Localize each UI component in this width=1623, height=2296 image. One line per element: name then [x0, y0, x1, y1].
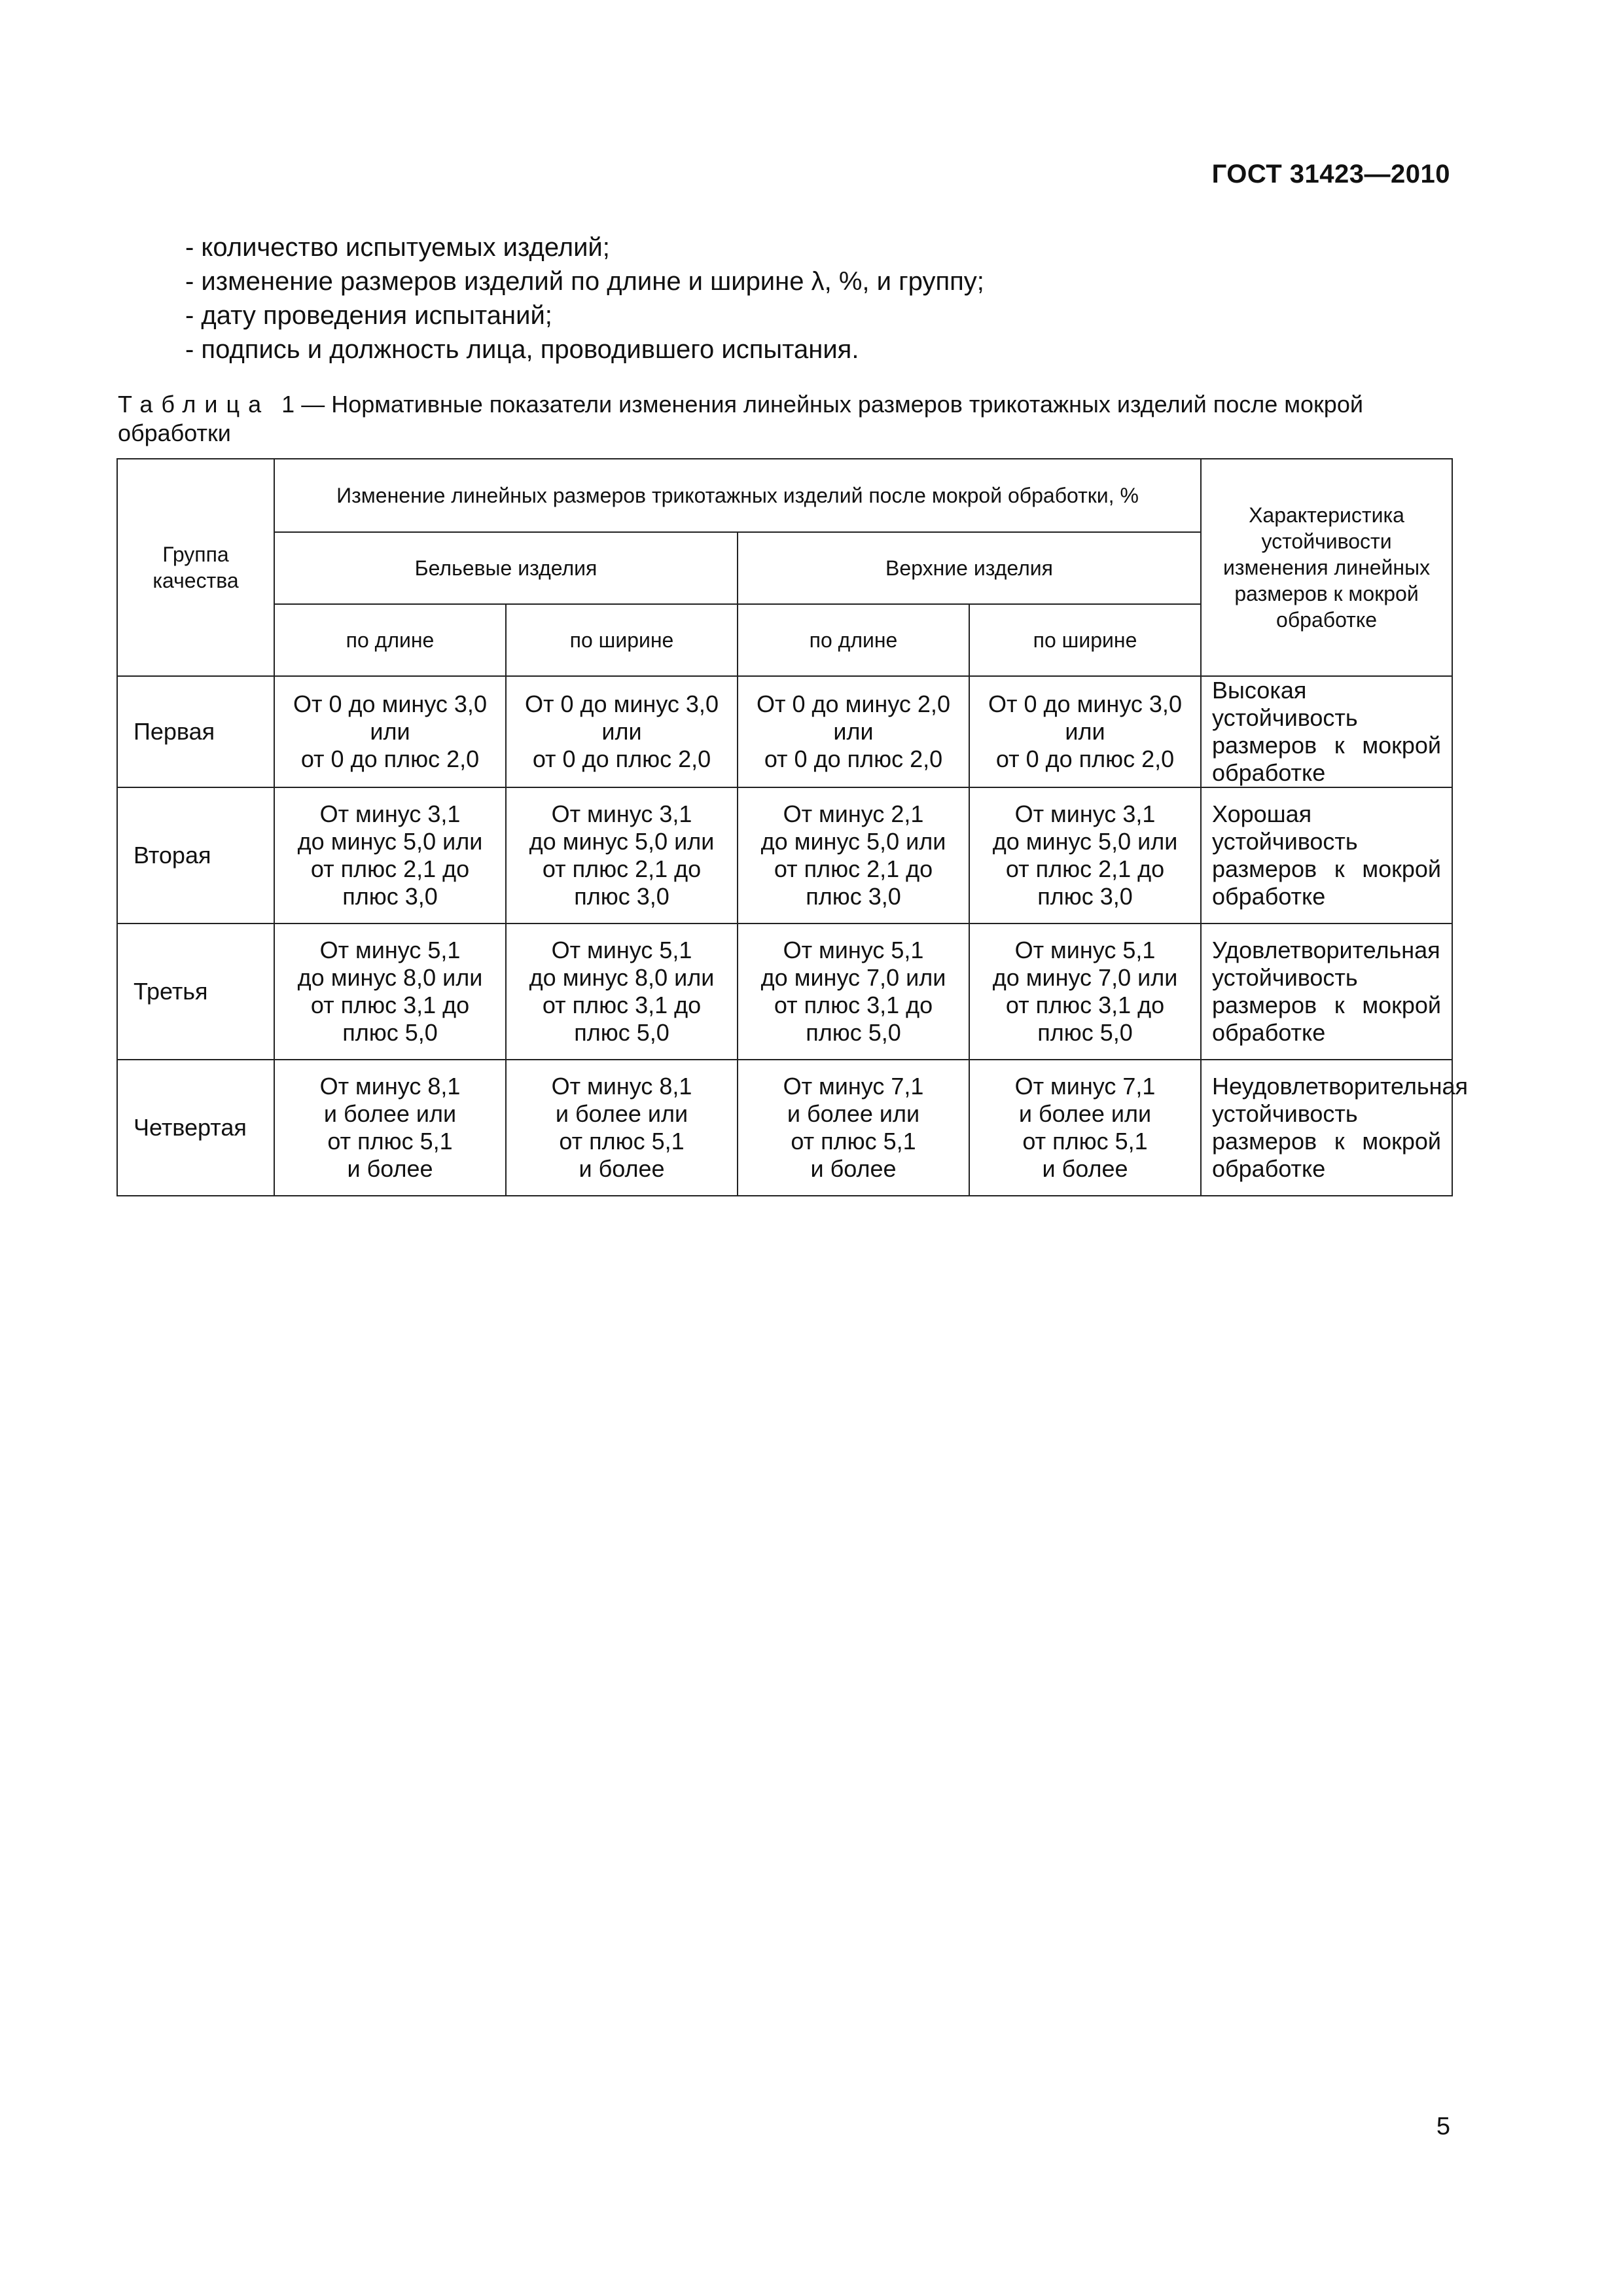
list-item: - подпись и должность лица, проводившего испытания. — [185, 335, 859, 364]
table-row — [117, 676, 1452, 787]
table-row — [117, 1060, 1452, 1196]
row-group-label: Четвертая — [117, 1060, 274, 1196]
table-caption — [118, 390, 1450, 448]
value-cell: От 0 до минус 3,0 или от 0 до плюс 2,0 — [506, 676, 738, 787]
header-group: Группа качества — [117, 459, 274, 676]
row-characteristic: Неудовлетворительная устойчивость размеров к мокрой обработке — [1201, 1060, 1452, 1196]
row-characteristic: Удовлетворительная устойчивость размеров к мокрой обработке — [1201, 924, 1452, 1060]
table-row — [117, 924, 1452, 1060]
table-caption-text: 1 — Нормативные показатели изменения линейных размеров трикотажных изделий после мокрой обработки — [118, 391, 1363, 446]
normative-table — [116, 458, 1469, 1196]
table-caption-lead: Таблица — [118, 391, 270, 418]
header-outerwear: Верхние изделия — [738, 532, 1201, 604]
header-length: по длине — [274, 604, 506, 676]
row-characteristic: Высокая устойчивость размеров к мокрой обработке — [1201, 676, 1452, 787]
header-width: по ширине — [969, 604, 1201, 676]
value-cell: От минус 5,1 до минус 7,0 или от плюс 3,1 до плюс 5,0 — [738, 924, 969, 1060]
value-cell: От 0 до минус 3,0 или от 0 до плюс 2,0 — [969, 676, 1201, 787]
header-width: по ширине — [506, 604, 738, 676]
value-cell: От минус 5,1 до минус 8,0 или от плюс 3,1 до плюс 5,0 — [506, 924, 738, 1060]
value-cell: От 0 до минус 2,0 или от 0 до плюс 2,0 — [738, 676, 969, 787]
row-characteristic: Хорошая устойчивость размеров к мокрой обработке — [1201, 787, 1452, 924]
row-group-label: Вторая — [117, 787, 274, 924]
list-item: - дату проведения испытаний; — [185, 301, 552, 330]
header-change: Изменение линейных размеров трикотажных изделий после мокрой обработки, % — [274, 459, 1201, 532]
value-cell: От минус 8,1 и более или от плюс 5,1 и более — [506, 1060, 738, 1196]
value-cell: От минус 8,1 и более или от плюс 5,1 и более — [274, 1060, 506, 1196]
value-cell: От минус 3,1 до минус 5,0 или от плюс 2,1 до плюс 3,0 — [506, 787, 738, 924]
header-length: по длине — [738, 604, 969, 676]
page-number: 5 — [1436, 2113, 1450, 2140]
value-cell: От минус 5,1 до минус 8,0 или от плюс 3,1 до плюс 5,0 — [274, 924, 506, 1060]
table-row — [117, 787, 1452, 924]
value-cell: От минус 3,1 до минус 5,0 или от плюс 2,1 до плюс 3,0 — [274, 787, 506, 924]
value-cell: От минус 2,1 до минус 5,0 или от плюс 2,1 до плюс 3,0 — [738, 787, 969, 924]
requirements-list — [185, 230, 1461, 367]
value-cell: От минус 5,1 до минус 7,0 или от плюс 3,1 до плюс 5,0 — [969, 924, 1201, 1060]
value-cell: От 0 до минус 3,0 или от 0 до плюс 2,0 — [274, 676, 506, 787]
value-cell: От минус 7,1 и более или от плюс 5,1 и более — [738, 1060, 969, 1196]
value-cell: От минус 3,1 до минус 5,0 или от плюс 2,1 до плюс 3,0 — [969, 787, 1201, 924]
row-group-label: Третья — [117, 924, 274, 1060]
header-characteristic: Характеристика устойчивости изменения линейных размеров к мокрой обработке — [1201, 459, 1452, 676]
list-item: - количество испытуемых изделий; — [185, 233, 610, 262]
document-code: ГОСТ 31423—2010 — [1211, 160, 1450, 188]
list-item: - изменение размеров изделий по длине и ширине λ, %, и группу; — [185, 267, 984, 296]
header-underwear: Бельевые изделия — [274, 532, 738, 604]
row-group-label: Первая — [117, 676, 274, 787]
value-cell: От минус 7,1 и более или от плюс 5,1 и более — [969, 1060, 1201, 1196]
